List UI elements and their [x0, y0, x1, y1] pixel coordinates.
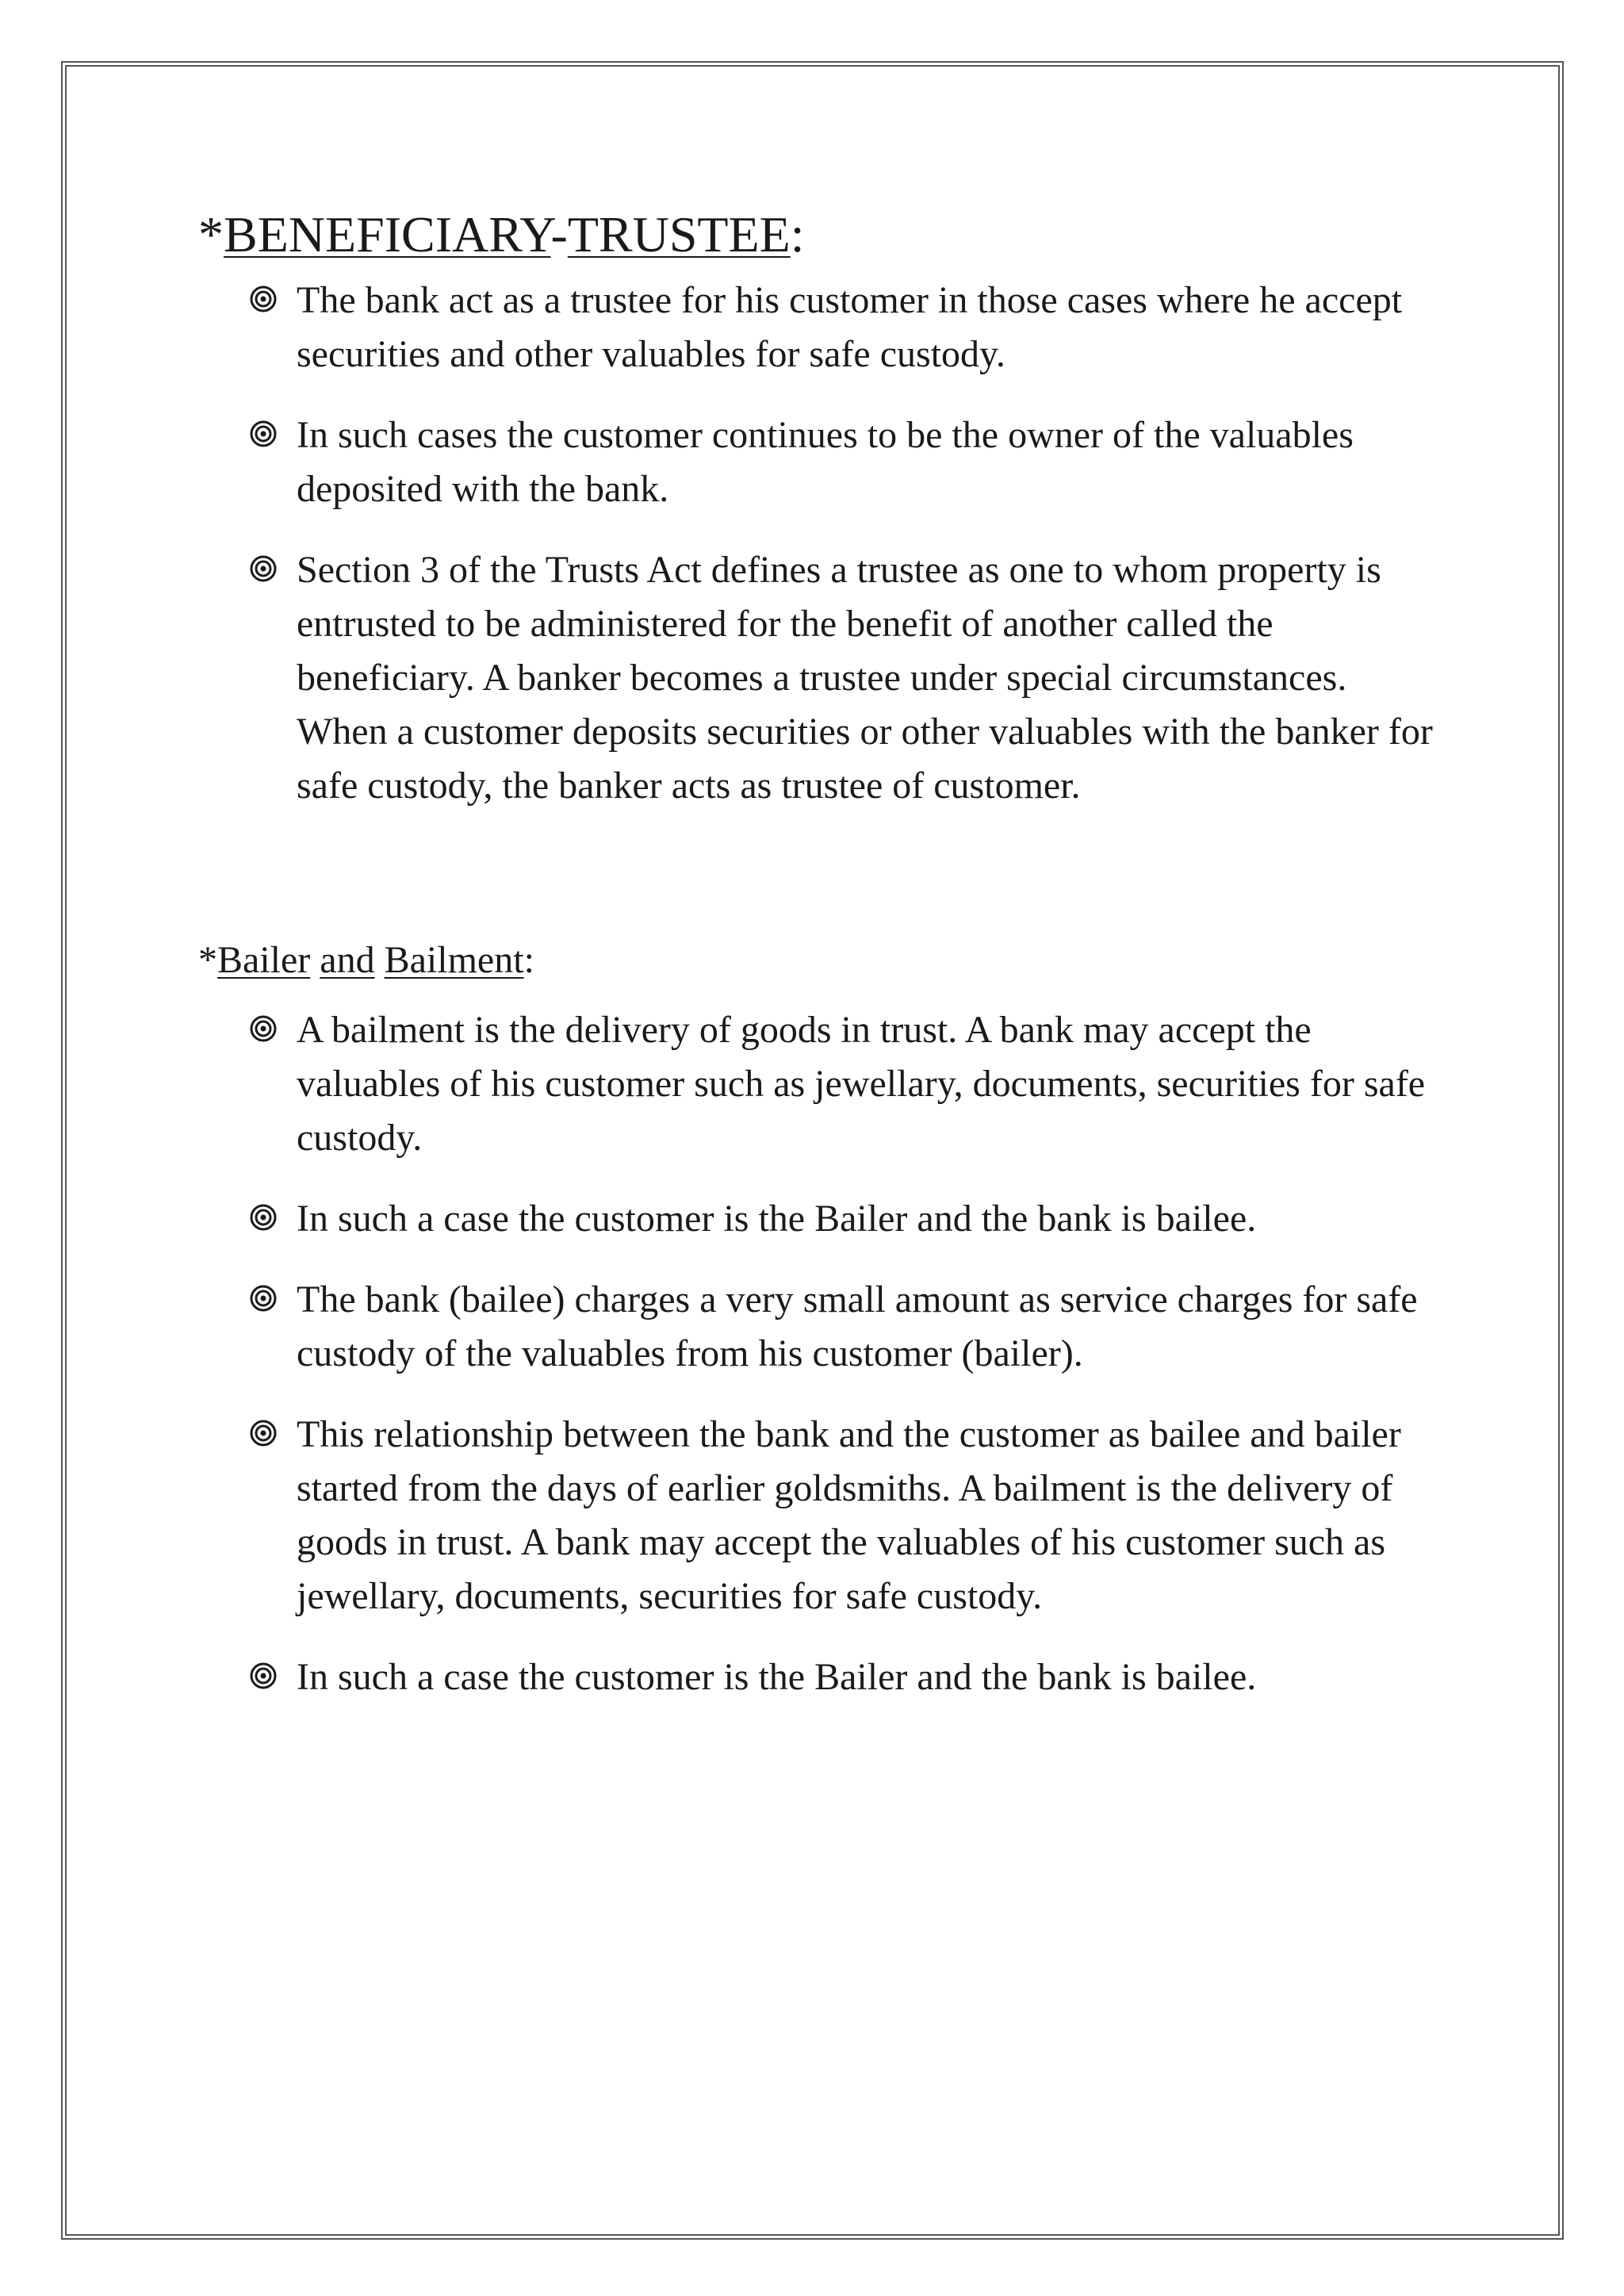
- list-item: [198, 1408, 1435, 1623]
- bullseye-icon: [249, 554, 278, 583]
- list-item-text: The bank (bailee) charges a very small amount as service charges for safe custody of the valuables from his customer (bailer).: [297, 1278, 1418, 1374]
- beneficiary-trustee-list: [198, 274, 1435, 813]
- list-item-text: The bank act as a trustee for his customer in those cases where he accept securities and other valuables for safe custody.: [297, 279, 1403, 375]
- list-item-text: In such a case the customer is the Bailer and the bank is bailee.: [297, 1198, 1257, 1240]
- list-item: [198, 1650, 1435, 1704]
- bullseye-icon: [249, 420, 278, 448]
- list-item-text: This relationship between the bank and the customer as bailee and bailer started from the days of earlier goldsmiths. A bailment is the delivery of goods in trust. A bank may accept the valuables of his customer such as jewellary, documents, securities for safe custody.: [297, 1413, 1401, 1617]
- heading-word-beneficiary: BENEFICIARY: [224, 206, 551, 263]
- list-item: [198, 274, 1435, 381]
- list-item-text: A bailment is the delivery of goods in trust. A bank may accept the valuables of his customer such as jewellary, documents, securities for safe custody.: [297, 1009, 1426, 1159]
- section-spacer: [198, 840, 1435, 935]
- list-item: [198, 1273, 1435, 1381]
- heading-suffix: :: [790, 206, 805, 263]
- heading-word-bailer: Bailer: [217, 939, 311, 981]
- bullseye-icon: [249, 285, 278, 313]
- heading-word-and: and: [320, 939, 375, 981]
- list-item: [198, 1192, 1435, 1246]
- bullseye-icon: [249, 1662, 278, 1690]
- heading-prefix: *: [198, 939, 217, 981]
- bullseye-icon: [249, 1419, 278, 1447]
- list-item: [198, 543, 1435, 813]
- heading-prefix: *: [198, 206, 224, 263]
- list-item-text: In such a case the customer is the Bailer and the bank is bailee.: [297, 1656, 1257, 1698]
- bailer-and-bailment-list: [198, 1003, 1435, 1704]
- heading-word-bailment: Bailment: [384, 939, 524, 981]
- document-content: [198, 202, 1435, 1731]
- heading-word-trustee: TRUSTEE: [567, 206, 791, 263]
- list-item: [198, 1003, 1435, 1165]
- section-heading-beneficiary-trustee: [198, 202, 1435, 267]
- bullseye-icon: [249, 1284, 278, 1313]
- list-item-text: Section 3 of the Trusts Act defines a trustee as one to whom property is entrusted to be administered for the benefit of another called the beneficiary. A banker becomes a trustee under special circumstances. When a customer deposits securities or other valuables with the banker for safe custody, the banker acts as trustee of customer.: [297, 549, 1433, 807]
- heading-separator: -: [550, 206, 568, 263]
- list-item-text: In such cases the customer continues to be the owner of the valuables deposited with the bank.: [297, 414, 1354, 510]
- list-item: [198, 408, 1435, 516]
- section-heading-bailer-and-bailment: [198, 935, 1435, 986]
- heading-suffix: :: [523, 939, 534, 981]
- bullseye-icon: [249, 1014, 278, 1043]
- bullseye-icon: [249, 1203, 278, 1232]
